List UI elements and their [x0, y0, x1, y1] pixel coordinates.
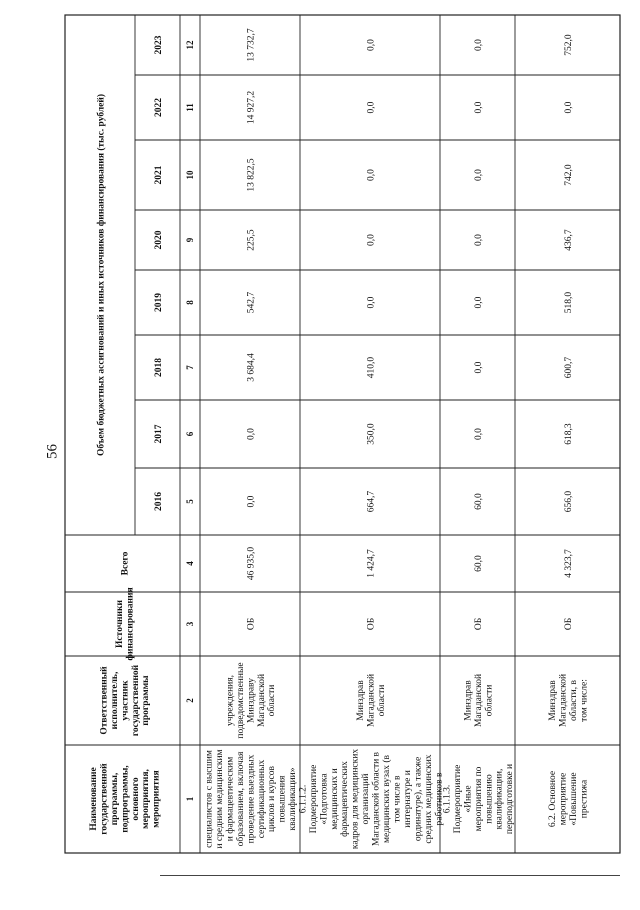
- row-2-total: 60,0: [473, 555, 484, 572]
- column-number-11: 11: [185, 103, 196, 112]
- row-2-value-2016: 60,0: [473, 493, 484, 510]
- row-1-value-2023: 0,0: [366, 39, 377, 51]
- row-0-value-2021: 13 822,5: [246, 158, 257, 192]
- header-col-1: Наименованиегосударственнойпрограммы,подпрограммы,основногомероприятия,мероприятия: [88, 763, 162, 835]
- row-2-name: 6.1.1.3.Подмероприятие«Иныемероприятия поповышениюквалификации,переподготовке и: [442, 763, 516, 835]
- column-number-12: 12: [185, 40, 196, 50]
- row-1-value-2018: 410,0: [366, 356, 377, 379]
- row-2-executor: МинздравМагаданскойобласти: [463, 673, 495, 728]
- row-3-value-2022: 0,0: [563, 101, 574, 114]
- row-2-value-2023: 0,0: [473, 39, 484, 51]
- row-3-source: ОБ: [563, 617, 574, 631]
- column-number-10: 10: [185, 170, 196, 180]
- row-0-total: 46 935,0: [246, 546, 257, 581]
- column-number-8: 8: [185, 300, 196, 305]
- row-3-value-2016: 656,0: [563, 490, 574, 513]
- row-2-value-2019: 0,0: [473, 296, 484, 309]
- column-number-5: 5: [185, 499, 196, 504]
- row-1-executor: МинздравМагаданскойобласти: [355, 673, 387, 728]
- row-3-value-2019: 518,0: [563, 291, 574, 314]
- row-0-value-2018: 3 684,4: [246, 353, 257, 382]
- header-financing-group: Объем бюджетных ассигнований и иных источников финансирования (тыс. рублей): [96, 93, 107, 457]
- row-1-value-2022: 0,0: [366, 101, 377, 114]
- row-0-value-2019: 542,7: [246, 291, 257, 314]
- row-1-name: 6.1.1.2.Подмероприятие«Подготовкамедицинских ифармацевтическихкадров для медицинскихорганизацийМагаданской области вмедицинских вузах (втом числе винтернатуре иординатуре), а такжесредних медицинскихработников в: [298, 748, 445, 850]
- row-0-value-2022: 14 927,2: [246, 90, 257, 125]
- row-3-value-2023: 752,0: [563, 34, 574, 56]
- row-0-value-2016: 0,0: [246, 495, 257, 508]
- header-col-3: Источникифинансирования: [115, 587, 136, 661]
- row-2-value-2021: 0,0: [473, 169, 484, 181]
- header-col-4: Всего: [120, 551, 131, 576]
- page-number: 56: [44, 444, 61, 459]
- header-year-2022: 2022: [153, 98, 164, 117]
- header-year-2017: 2017: [153, 424, 164, 444]
- row-1-value-2021: 0,0: [366, 169, 377, 181]
- row-2-value-2018: 0,0: [473, 361, 484, 374]
- row-3-value-2020: 436,7: [563, 229, 574, 251]
- row-3-name: 6.2. Основноемероприятие«Повышениепрестижа: [548, 770, 590, 828]
- row-2-value-2017: 0,0: [473, 428, 484, 440]
- row-1-source: ОБ: [366, 617, 377, 631]
- row-0-value-2017: 0,0: [246, 428, 257, 440]
- row-2-value-2022: 0,0: [473, 101, 484, 114]
- header-col-2: Ответственныйисполнитель,участникгосударственнойпрограммы: [99, 664, 152, 737]
- header-year-2021: 2021: [153, 165, 164, 185]
- row-0-name: специалистов с высшими средним медицинскими фармацевтическимобразованием, включаяпроведение выездныхсертификационныхциклов и курсовповышенияквалификации»: [204, 749, 299, 849]
- column-number-4: 4: [185, 561, 196, 566]
- row-1-total: 1 424,7: [366, 549, 377, 578]
- column-number-7: 7: [185, 365, 196, 370]
- row-1-value-2019: 0,0: [366, 296, 377, 309]
- column-number-2: 2: [185, 698, 196, 703]
- table-frame: [65, 15, 620, 853]
- row-3-value-2018: 600,7: [563, 356, 574, 379]
- footer-rule: [160, 875, 620, 876]
- row-3-executor: МинздравМагаданскойобласти, втом числе:: [548, 673, 590, 728]
- row-0-value-2023: 13 732,7: [246, 28, 257, 62]
- row-1-value-2016: 664,7: [366, 490, 377, 513]
- column-number-1: 1: [185, 796, 196, 802]
- row-3-value-2017: 618,3: [563, 423, 574, 445]
- column-number-9: 9: [185, 237, 196, 243]
- row-1-value-2020: 0,0: [366, 234, 377, 246]
- header-year-2019: 2019: [153, 293, 164, 312]
- row-0-value-2020: 225,5: [246, 229, 257, 251]
- header-year-2018: 2018: [153, 358, 164, 377]
- row-2-value-2020: 0,0: [473, 234, 484, 246]
- header-year-2020: 2020: [153, 230, 164, 250]
- row-2-source: ОБ: [473, 617, 484, 631]
- column-number-3: 3: [185, 621, 196, 627]
- row-0-executor: учреждения,подведомственныеМинздравуМагаданскойобласти: [225, 662, 278, 739]
- header-year-2016: 2016: [153, 492, 164, 511]
- column-number-6: 6: [185, 431, 196, 437]
- row-3-value-2021: 742,0: [563, 164, 574, 186]
- header-year-2023: 2023: [153, 35, 164, 55]
- row-1-value-2017: 350,0: [366, 423, 377, 445]
- row-0-source: ОБ: [246, 617, 257, 631]
- row-3-total: 4 323,7: [563, 549, 574, 578]
